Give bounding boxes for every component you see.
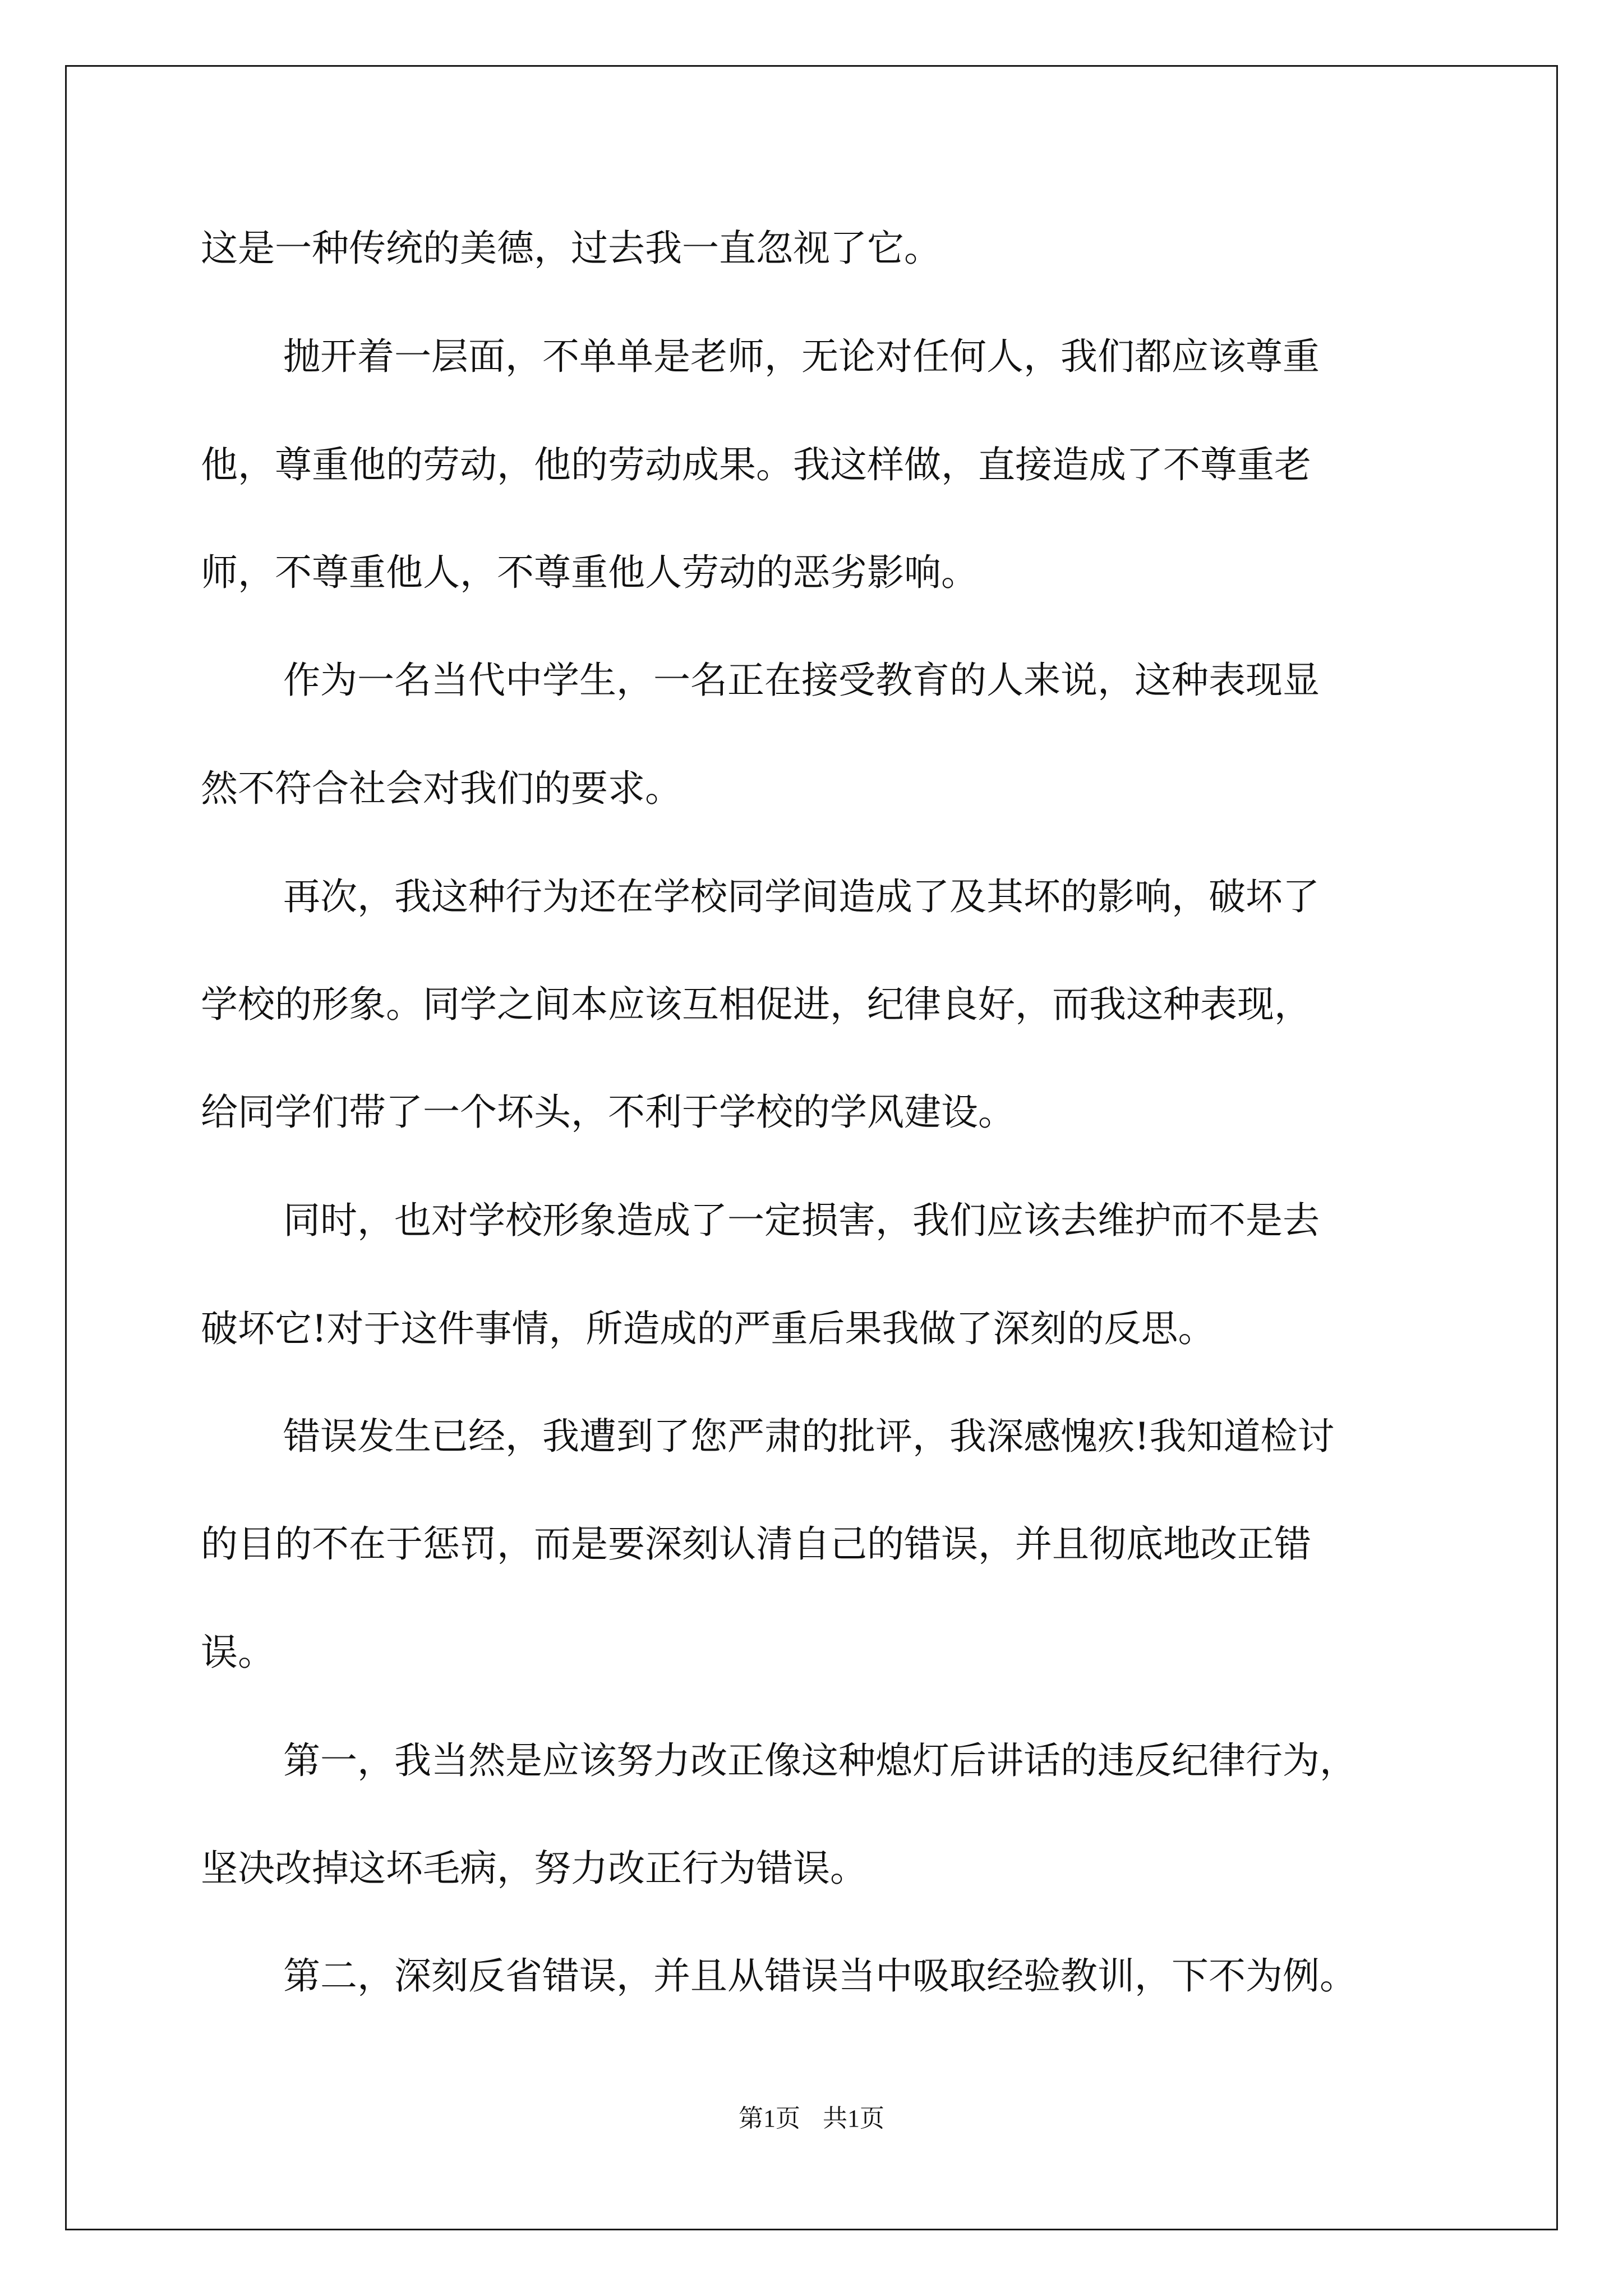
text-line: 破坏它!对于这件事情，所造成的严重后果我做了深刻的反思。 <box>201 1307 1215 1350</box>
text-line: 的目的不在于惩罚，而是要深刻认清自己的错误，并且彻底地改正错 <box>201 1522 1311 1566</box>
text-line: 这是一种传统的美德，过去我一直忽视了它。 <box>201 227 941 270</box>
text-line: 同时，也对学校形象造成了一定损害，我们应该去维护而不是去 <box>283 1199 1320 1242</box>
text-line: 抛开着一层面，不单单是老师，无论对任何人，我们都应该尊重 <box>283 335 1320 378</box>
text-line: 作为一名当代中学生，一名正在接受教育的人来说，这种表现显 <box>283 659 1320 702</box>
text-line: 他，尊重他的劳动，他的劳动成果。我这样做，直接造成了不尊重老 <box>201 443 1311 486</box>
text-line: 给同学们带了一个坏头，不利于学校的学风建设。 <box>201 1091 1015 1134</box>
page-border <box>65 65 1558 2230</box>
text-line: 第一，我当然是应该努力改正像这种熄灯后讲话的违反纪律行为， <box>283 1739 1357 1782</box>
page-footer <box>0 2098 1623 2134</box>
page-total: 共1页 <box>823 2105 884 2132</box>
text-line: 再次，我这种行为还在学校同学间造成了及其坏的影响，破坏了 <box>283 875 1320 918</box>
text-line: 第二，深刻反省错误，并且从错误当中吸取经验教训，下不为例。 <box>283 1954 1357 1998</box>
text-line: 师，不尊重他人，不尊重他人劳动的恶劣影响。 <box>201 551 978 594</box>
text-line: 然不符合社会对我们的要求。 <box>201 767 682 810</box>
text-line: 坚决改掉这坏毛病，努力改正行为错误。 <box>201 1847 867 1890</box>
text-line: 误。 <box>201 1631 275 1674</box>
text-line: 学校的形象。同学之间本应该互相促进，纪律良好，而我这种表现， <box>201 983 1311 1026</box>
page-number: 第1页 <box>739 2105 800 2132</box>
text-line: 错误发生已经，我遭到了您严肃的批评，我深感愧疚!我知道检讨 <box>283 1415 1335 1458</box>
